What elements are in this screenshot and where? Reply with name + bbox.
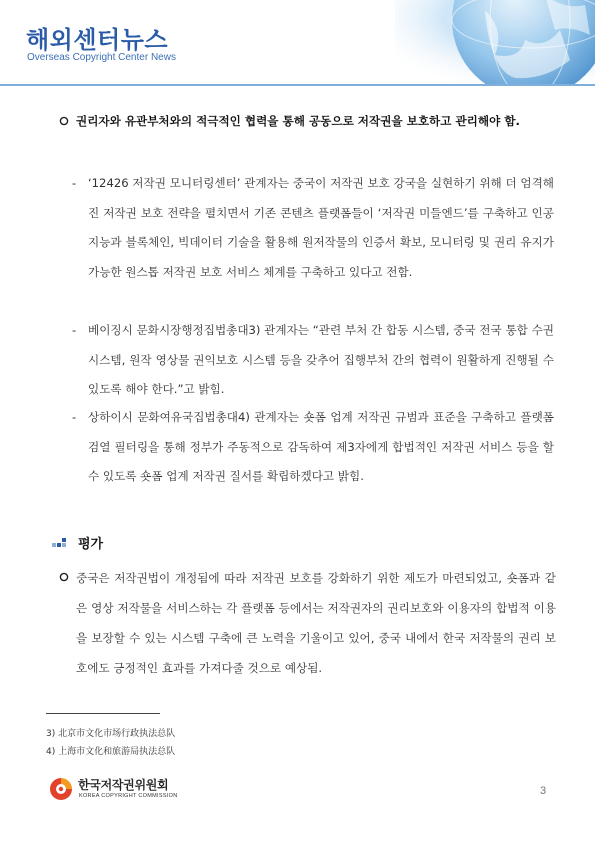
page-number: 3 — [540, 785, 547, 797]
list-item — [72, 316, 554, 405]
footnote: 4) 上海市文化和旅游局执法总队 — [46, 747, 176, 757]
footnote-divider — [46, 713, 160, 714]
list-item-text: 상하이시 문화여유국집법총대4) 관계자는 숏폼 업계 저작권 규범과 표준을 구축하고 플랫폼 검열 필터링을 통해 정부가 주동적으로 감독하여 제3자에게 합법적인 저작권 서비스 등을 할 수 있도록 숏폼 업계 저작권 질서를 확립하겠다고 밝힘. — [88, 410, 554, 483]
list-item — [72, 169, 554, 287]
header-title: 해외센터뉴스 — [26, 26, 169, 54]
header-subtitle: Overseas Copyright Center News — [27, 52, 176, 63]
org-name: 한국저작권위원회 — [78, 778, 169, 792]
list-item-text: ‘12426 저작권 모니터링센터’ 관계자는 중국이 저작권 보호 강국을 실현하기 위해 더 엄격해진 저작권 보호 전략을 펼치면서 기존 콘텐츠 플랫폼들이 ‘저작권 미들엔드’를 구축하고 인공지능과 블록체인, 빅데이터 기술을 활용해 원저작물의 인증서 확보, 모니터링 및 권리 유지가 가능한 원스톱 저작권 보호 서비스 체계를 구축하고 있다고 전함. — [88, 176, 554, 279]
footnote: 3) 北京市文化市场行政执法总队 — [46, 729, 176, 739]
list-item-text: 베이징시 문화시장행정집법총대3) 관계자는 “관련 부처 간 합동 시스템, 중국 전국 통합 수권 시스템, 원작 영상물 권익보호 시스템 등을 갖추어 집행부처 간의 협력이 원활하게 진행될 수 있도록 해야 한다.”고 밝힘. — [88, 323, 554, 396]
page-header — [0, 0, 595, 86]
list-item — [72, 403, 554, 492]
section-title: 평가 — [78, 537, 104, 552]
organization-logo — [48, 774, 188, 804]
dash-marker: - — [72, 176, 77, 190]
main-point: 권리자와 유관부처와의 적극적인 협력을 통해 공동으로 저작권을 보호하고 관리해야 함. — [76, 114, 520, 128]
evaluation-text: 중국은 저작권법이 개정됨에 따라 저작권 보호를 강화하기 위한 제도가 마련되었고, 숏폼과 같은 영상 저작물을 서비스하는 각 플랫폼 등에서는 저작권자의 권리보호와 이용자의 합법적 이용을 보장할 수 있는 시스템 구축에 큰 노력을 기울이고 있어, 중국 내에서 한국 저작물의 권리 보호에도 긍정적인 효과를 가져다줄 것으로 예상됨. — [76, 571, 556, 675]
square-dots-icon — [52, 537, 68, 549]
circle-bullet-icon — [58, 115, 70, 127]
circle-bullet-icon — [58, 571, 70, 583]
dash-marker: - — [72, 323, 77, 337]
org-name-english: KOREA COPYRIGHT COMMISSION — [79, 793, 178, 799]
dash-marker: - — [72, 410, 77, 424]
globe-icon — [395, 0, 595, 86]
header-divider — [0, 84, 595, 86]
kcc-logo-icon — [48, 776, 74, 802]
